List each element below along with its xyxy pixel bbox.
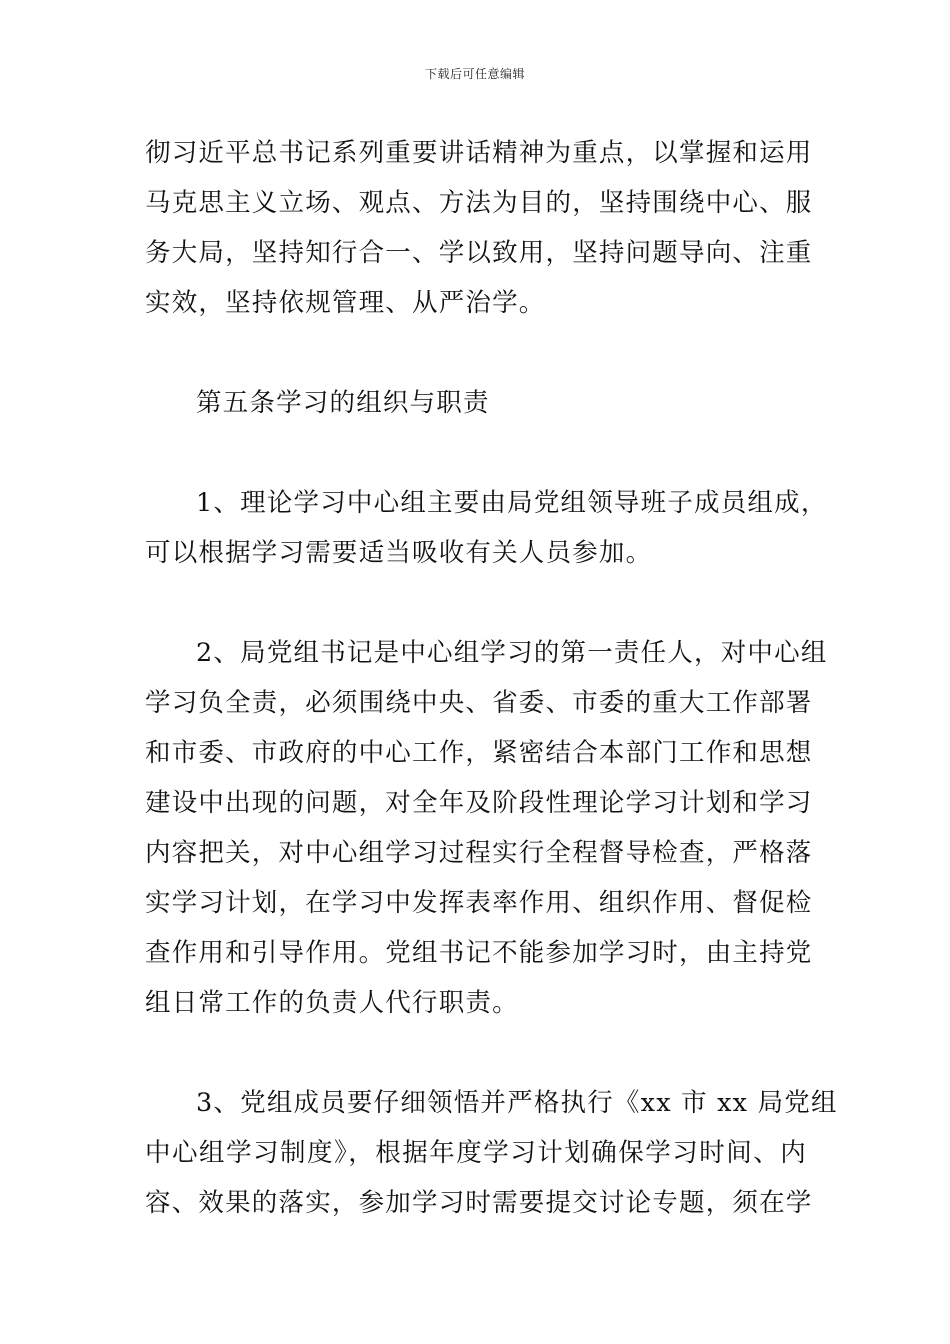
document-body xyxy=(145,128,838,1228)
paragraph-item-1 xyxy=(145,478,828,578)
text-line: 容、效果的落实，参加学习时需要提交讨论专题，须在学 xyxy=(145,1188,813,1218)
text-line: 组日常工作的负责人代行职责。 xyxy=(145,988,519,1018)
text-line: 1、理论学习中心组主要由局党组领导班子成员组成， xyxy=(196,488,828,518)
text-line: 和市委、市政府的中心工作，紧密结合本部门工作和思想 xyxy=(145,738,813,768)
text-line: 建设中出现的问题，对全年及阶段性理论学习计划和学习 xyxy=(145,788,813,818)
text-line: 实效，坚持依规管理、从严治学。 xyxy=(145,288,546,318)
text-line: 2、局党组书记是中心组学习的第一责任人，对中心组 xyxy=(196,638,828,668)
text-line: 内容把关，对中心组学习过程实行全程督导检查，严格落 xyxy=(145,838,813,868)
text-line: 彻习近平总书记系列重要讲话精神为重点，以掌握和运用 xyxy=(145,138,813,168)
text-line: 3、党组成员要仔细领悟并严格执行《xx 市 xx 局党组 xyxy=(196,1088,838,1118)
paragraph-1 xyxy=(145,128,813,328)
page-header-note: 下载后可任意编辑 xyxy=(424,67,525,81)
text-line: 马克思主义立场、观点、方法为目的，坚持围绕中心、服 xyxy=(145,188,813,218)
text-line: 查作用和引导作用。党组书记不能参加学习时，由主持党 xyxy=(145,938,813,968)
text-line: 务大局，坚持知行合一、学以致用，坚持问题导向、注重 xyxy=(145,238,813,268)
text-line: 中心组学习制度》，根据年度学习计划确保学习时间、内 xyxy=(145,1138,807,1168)
paragraph-item-3 xyxy=(145,1078,838,1228)
text-line: 第五条学习的组织与职责 xyxy=(196,388,490,418)
paragraph-item-2 xyxy=(145,628,828,1028)
text-line: 学习负全责，必须围绕中央、省委、市委的重大工作部署 xyxy=(145,688,813,718)
text-line: 可以根据学习需要适当吸收有关人员参加。 xyxy=(145,538,653,568)
section-heading xyxy=(145,378,807,428)
text-line: 实学习计划，在学习中发挥表率作用、组织作用、督促检 xyxy=(145,888,813,918)
